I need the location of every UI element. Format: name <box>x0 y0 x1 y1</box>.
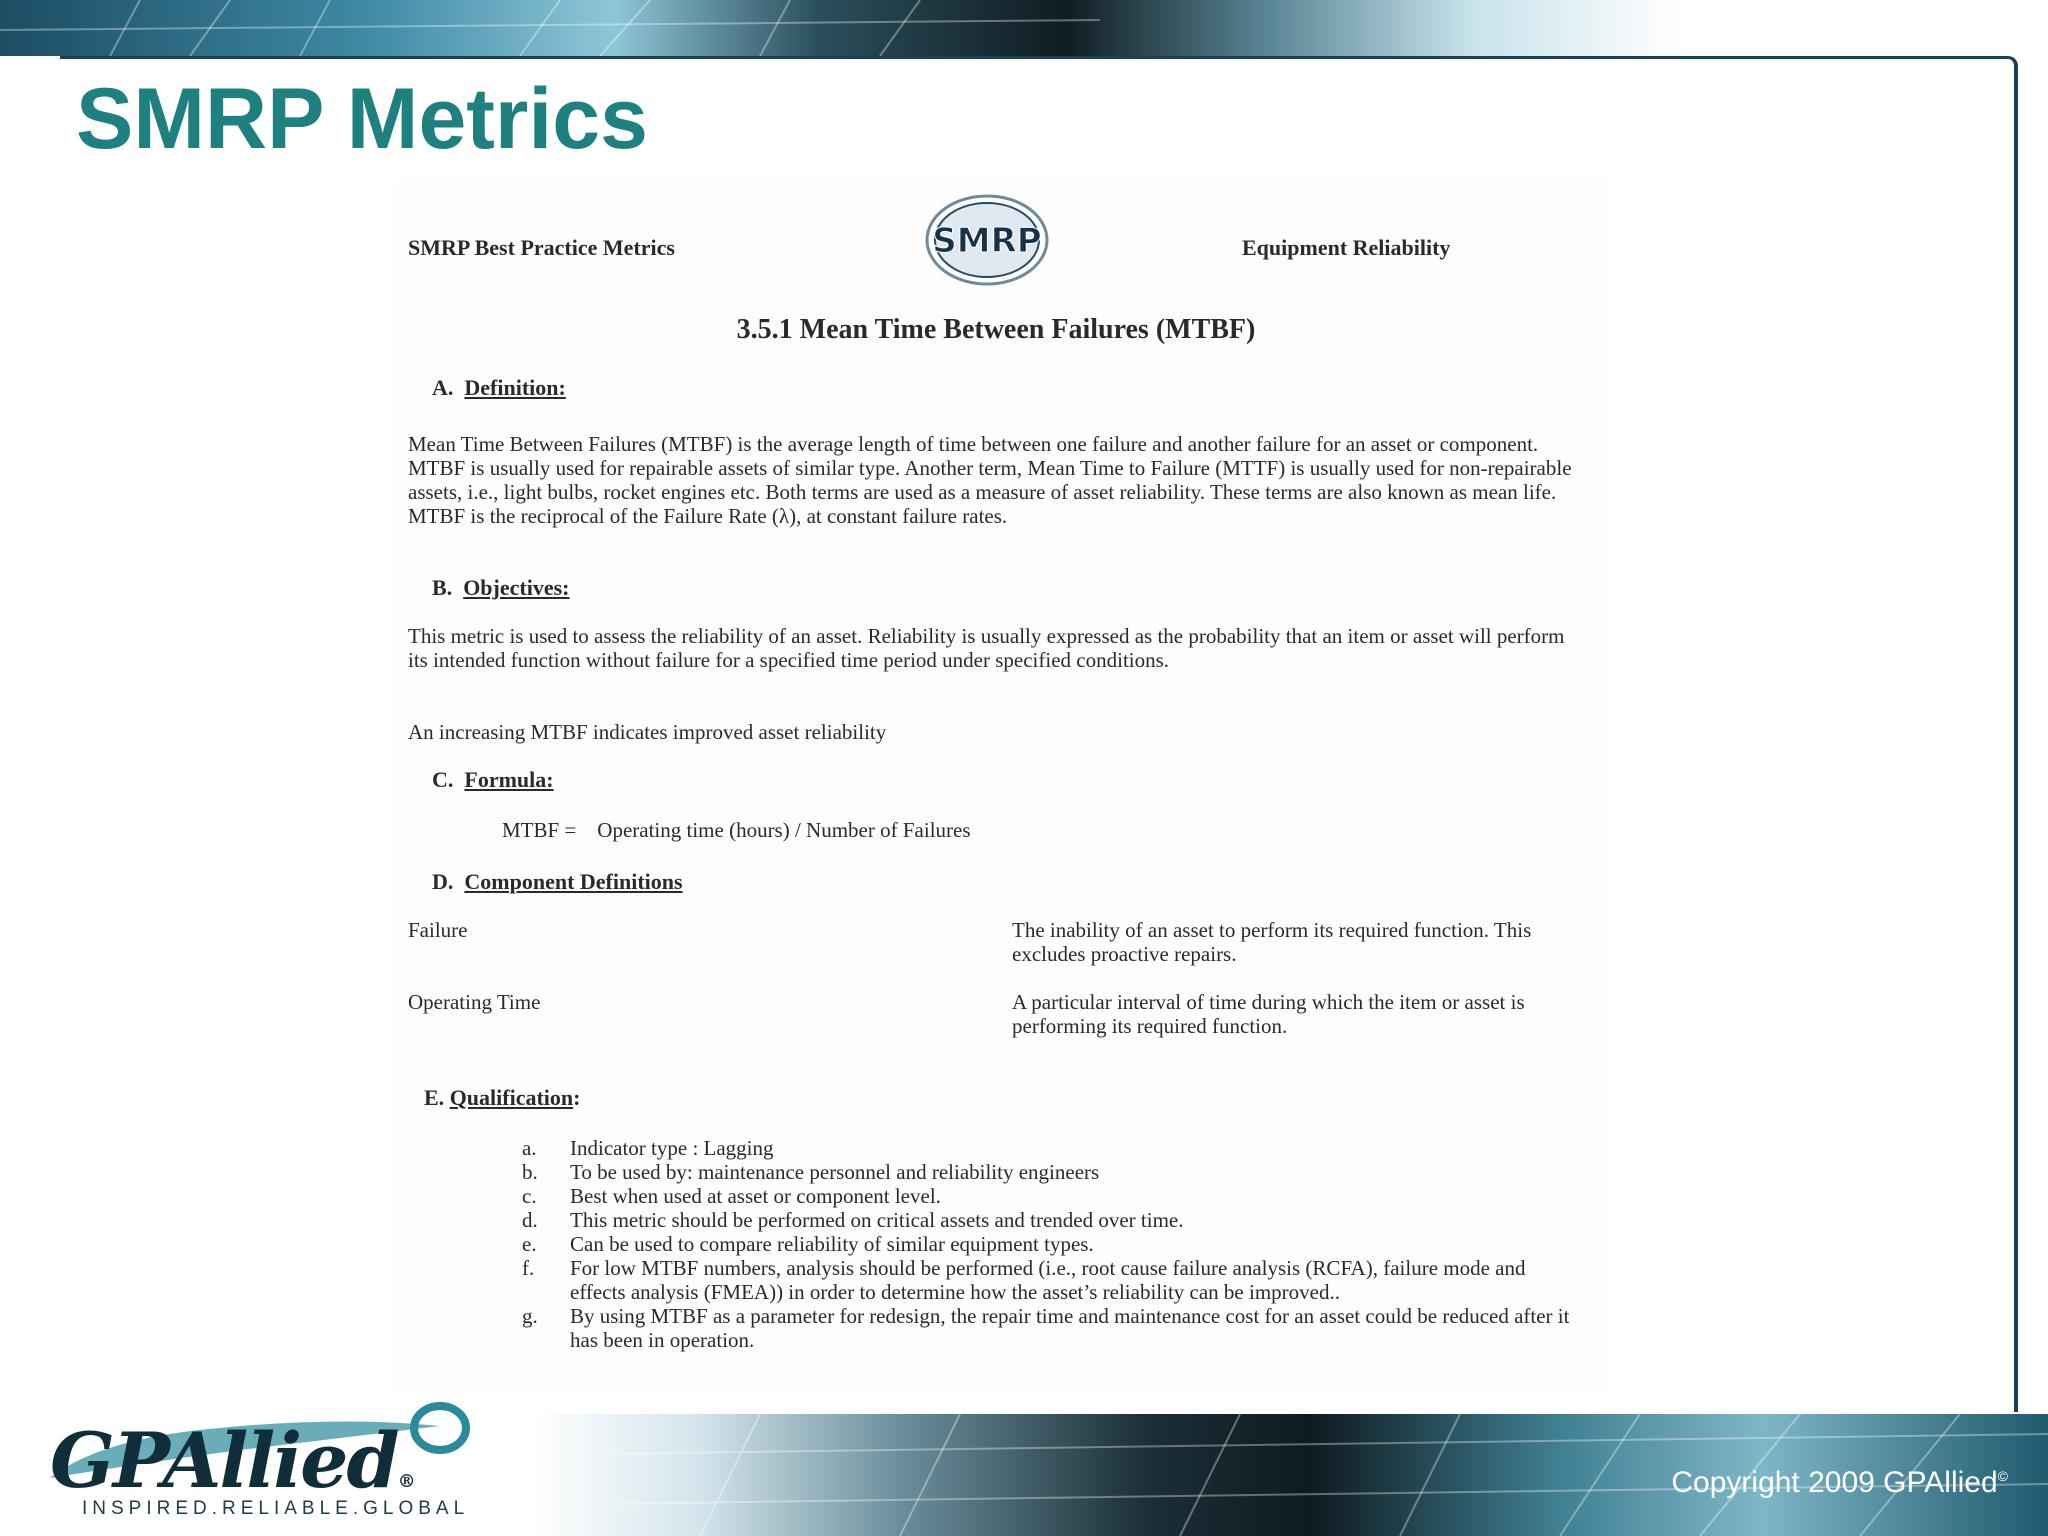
section-b-label: B. <box>432 575 453 600</box>
section-b-text-2: An increasing MTBF indicates improved asset reliability <box>408 720 887 744</box>
section-a-label: A. <box>432 375 454 400</box>
logo-registered-mark: ® <box>397 1471 414 1492</box>
formula-rhs: Operating time (hours) / Number of Failures <box>597 818 971 842</box>
list-item <box>522 1136 1582 1160</box>
list-item <box>522 1184 1582 1208</box>
list-marker: a. <box>522 1136 537 1160</box>
document-image <box>396 180 1606 1390</box>
list-item <box>522 1208 1582 1232</box>
section-a-heading <box>432 376 566 400</box>
section-e-colon: : <box>573 1085 581 1110</box>
definition-desc-failure: The inability of an asset to perform its required function. This excludes proactive repairs. <box>1012 918 1532 966</box>
list-item-text: Indicator type : Lagging <box>570 1136 774 1160</box>
section-a-title: Definition: <box>464 375 566 400</box>
list-item-text: To be used by: maintenance personnel and reliability engineers <box>570 1160 1100 1184</box>
list-item <box>522 1304 1582 1352</box>
list-item-text: This metric should be performed on critical assets and trended over time. <box>570 1208 1184 1232</box>
definition-term-failure: Failure <box>408 918 468 942</box>
logo-wordmark <box>50 1416 414 1505</box>
section-c-title: Formula: <box>464 767 554 792</box>
doc-title: 3.5.1 Mean Time Between Failures (MTBF) <box>736 314 1256 345</box>
list-item <box>522 1232 1582 1256</box>
list-item <box>522 1256 1582 1304</box>
top-banner <box>0 0 2048 56</box>
section-e-title: Qualification <box>449 1085 574 1110</box>
section-d-heading <box>432 870 683 894</box>
section-b-heading <box>432 576 569 600</box>
section-e-heading <box>424 1086 580 1110</box>
list-item-text: Best when used at asset or component level. <box>570 1184 941 1208</box>
gpallied-logo <box>40 1398 520 1528</box>
doc-header-right: Equipment Reliability <box>1242 235 1451 260</box>
section-d-label: D. <box>432 869 454 894</box>
copyright <box>1671 1466 2008 1500</box>
smrp-logo <box>924 192 1050 288</box>
list-item-text: For low MTBF numbers, analysis should be performed (i.e., root cause failure analysis (RCFA), failure mode and effects analysis (FMEA)) in order to determine how the asset’s reliability can be improved.. <box>570 1256 1526 1304</box>
copyright-mark: © <box>1997 1468 2008 1484</box>
list-marker: d. <box>522 1208 538 1232</box>
copyright-text: Copyright 2009 GPAllied <box>1671 1466 1998 1499</box>
section-b-title: Objectives: <box>463 575 570 600</box>
qualification-list <box>522 1136 1582 1352</box>
definition-term-operating-time: Operating Time <box>408 990 541 1014</box>
section-b-text: This metric is used to assess the reliability of an asset. Reliability is usually expressed as the probability that an item or asset will perform its intended function without failure for a specified time period under specified conditions. <box>408 624 1565 672</box>
list-marker: g. <box>522 1304 538 1328</box>
list-marker: e. <box>522 1232 537 1256</box>
banner-grid-decoration <box>0 0 2048 56</box>
list-item-text: By using MTBF as a parameter for redesign, the repair time and maintenance cost for an asset could be reduced after it has been in operation. <box>570 1304 1570 1352</box>
smrp-logo-text: SMRP <box>932 221 1042 261</box>
doc-header-left: SMRP Best Practice Metrics <box>408 235 675 260</box>
section-d-title: Component Definitions <box>464 869 683 894</box>
list-item <box>522 1160 1582 1184</box>
list-marker: b. <box>522 1160 538 1184</box>
section-a-text: Mean Time Between Failures (MTBF) is the average length of time between one failure and another failure for an asset or component. MTBF is usually used for repairable assets of similar type. Another term, Mean Time to Failure (MTTF) is usually used for non-repairable assets, i.e., light bulbs, rocket engines etc. Both terms are used as a measure of asset reliability. These terms are also known as mean life. MTBF is the reciprocal of the Failure Rate (λ), at constant failure rates. <box>408 432 1572 528</box>
formula <box>502 818 971 842</box>
logo-tagline: INSPIRED.RELIABLE.GLOBAL <box>82 1498 470 1519</box>
definition-desc-operating-time: A particular interval of time during which the item or asset is performing its required function. <box>1012 990 1525 1038</box>
list-item-text: Can be used to compare reliability of similar equipment types. <box>570 1232 1094 1256</box>
section-c-label: C. <box>432 767 454 792</box>
logo-text: GPAllied <box>50 1416 398 1505</box>
slide-title: SMRP Metrics <box>76 71 648 167</box>
section-e-label: E. <box>424 1085 445 1110</box>
section-c-heading <box>432 768 554 792</box>
list-marker: c. <box>522 1184 537 1208</box>
formula-lhs: MTBF = <box>502 818 577 842</box>
list-marker: f. <box>522 1256 535 1280</box>
